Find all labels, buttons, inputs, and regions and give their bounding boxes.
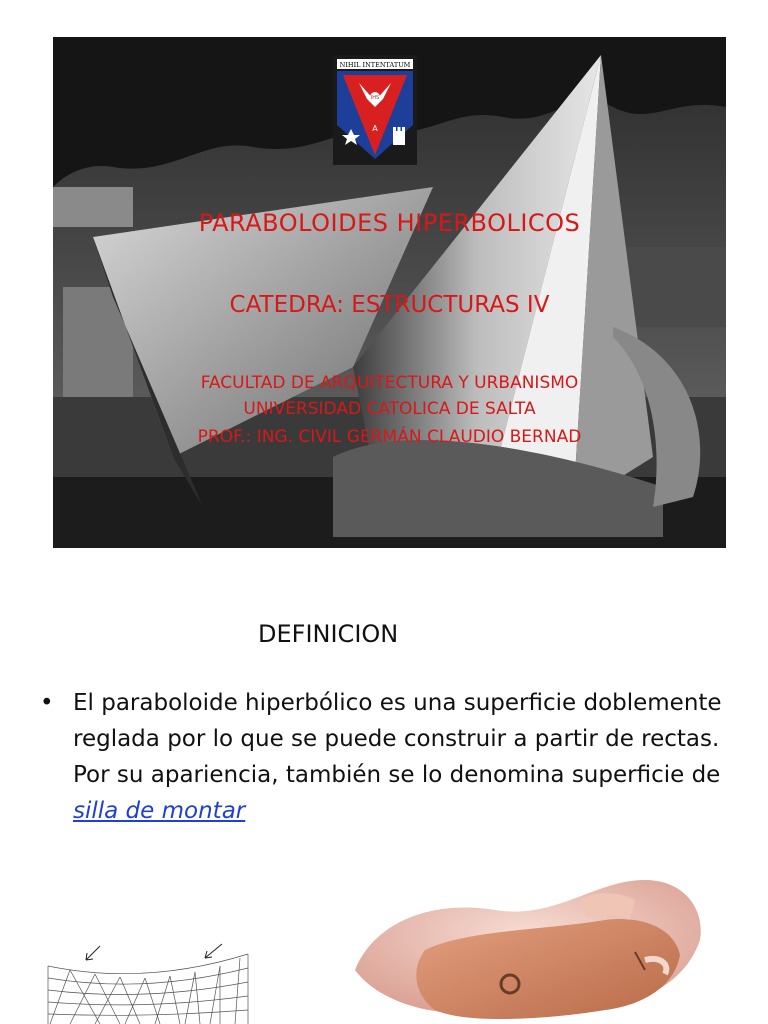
bullet-text-block [73,685,733,829]
cover-slide [53,37,726,548]
bullet-text: El paraboloide hiperbólico es una superficie doblemente reglada por lo que se puede construir a partir de rectas. Por su apariencia, también se lo denomina superficie de [73,690,722,788]
saddle-photo [345,860,710,1024]
faculty-line: FACULTAD DE ARQUITECTURA Y URBANISMO [200,373,579,393]
bullet-marker: • [40,690,54,716]
professor-line: PROF.: ING. CIVIL GERMÁN CLAUDIO BERNAD [197,427,582,447]
crest-letters-ihs: IHS [370,95,380,101]
slide-title: PARABOLOIDES HIPERBOLICOS [198,209,581,237]
university-crest [333,55,417,165]
crest-letters-a: A [372,124,378,133]
paraboloid-grid-diagram [40,940,255,1024]
definition-heading: DEFINICION [258,620,399,648]
slide-subtitle: CATEDRA: ESTRUCTURAS IV [229,292,550,318]
saddle-link[interactable]: silla de montar [73,798,246,824]
crest-motto: NIHIL INTENTATUM [339,61,411,69]
university-line: UNIVERSIDAD CATOLICA DE SALTA [243,399,536,419]
